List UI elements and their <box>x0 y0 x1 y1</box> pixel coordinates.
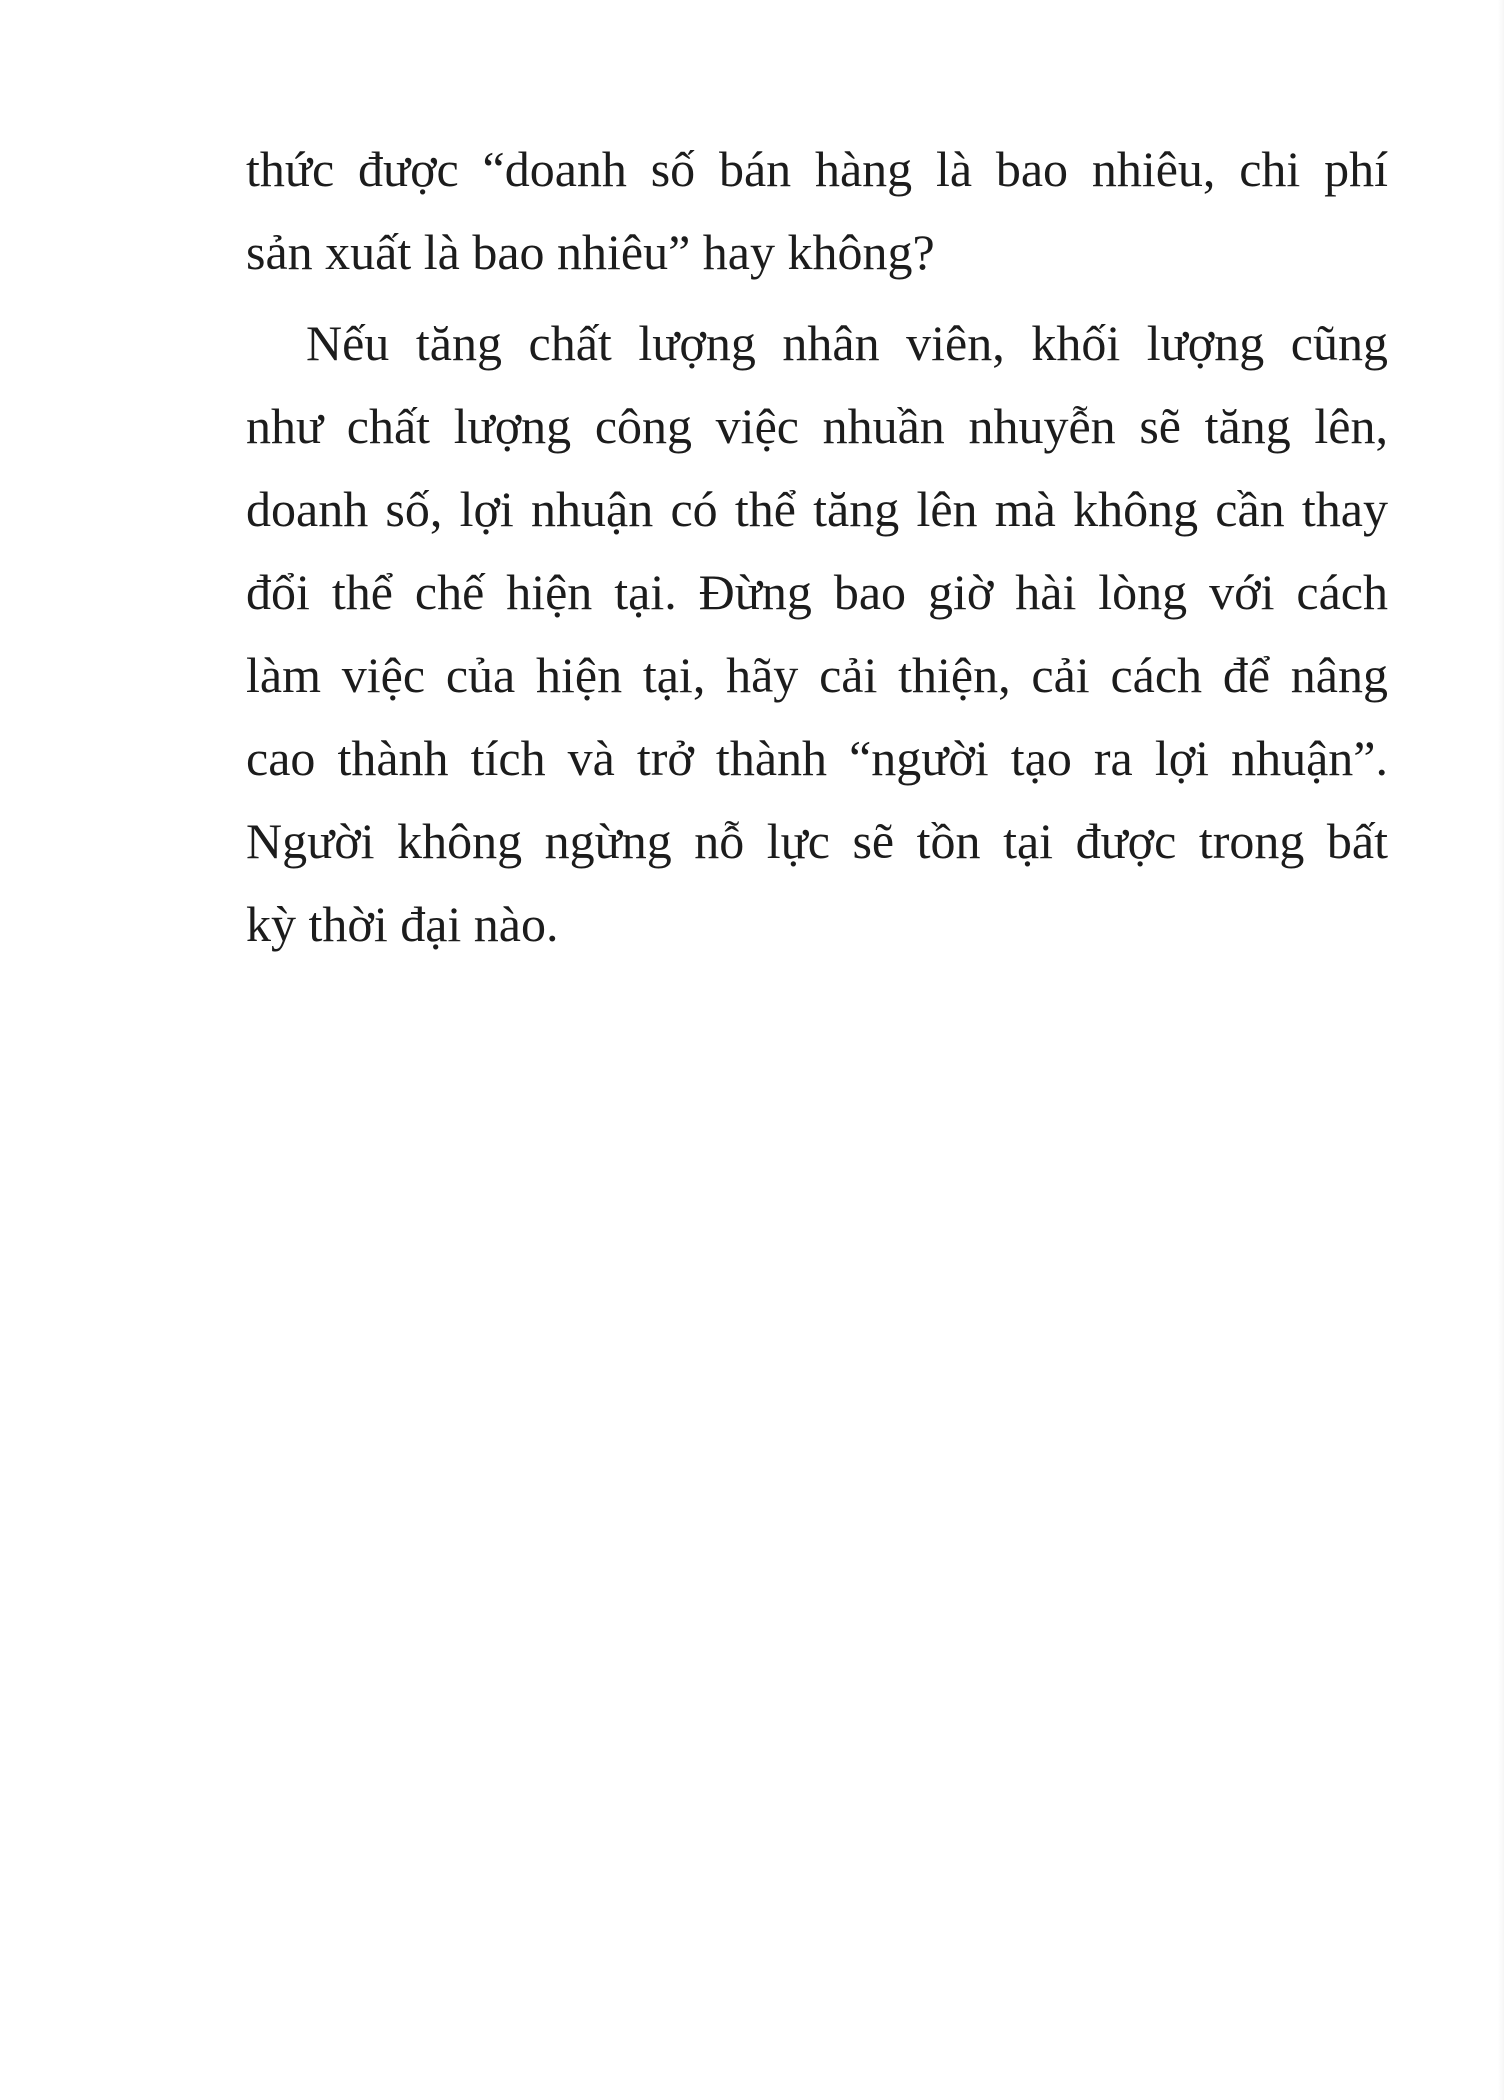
text-line: doanh số, lợi nhuận có thể tăng lên mà không cần thay <box>246 481 1388 537</box>
text-line: Người không ngừng nỗ lực sẽ tồn tại được trong bất <box>246 813 1388 869</box>
text-line: Nếu tăng chất lượng nhân viên, khối lượng cũng <box>306 315 1388 371</box>
page-edge-shadow <box>1498 0 1504 2100</box>
paragraph-2 <box>246 302 1388 966</box>
text-line: làm việc của hiện tại, hãy cải thiện, cải cách để nâng <box>246 647 1388 703</box>
text-line: thức được “doanh số bán hàng là bao nhiêu, chi phí <box>246 141 1388 197</box>
text-line: sản xuất là bao nhiêu” hay không? <box>246 224 935 280</box>
text-line: như chất lượng công việc nhuần nhuyễn sẽ tăng lên, <box>246 398 1388 454</box>
text-line: đổi thể chế hiện tại. Đừng bao giờ hài lòng với cách <box>246 564 1388 620</box>
paragraph-1 <box>246 128 1388 294</box>
text-line: kỳ thời đại nào. <box>246 896 559 952</box>
body-text <box>246 128 1388 966</box>
text-line: cao thành tích và trở thành “người tạo ra lợi nhuận”. <box>246 730 1388 786</box>
